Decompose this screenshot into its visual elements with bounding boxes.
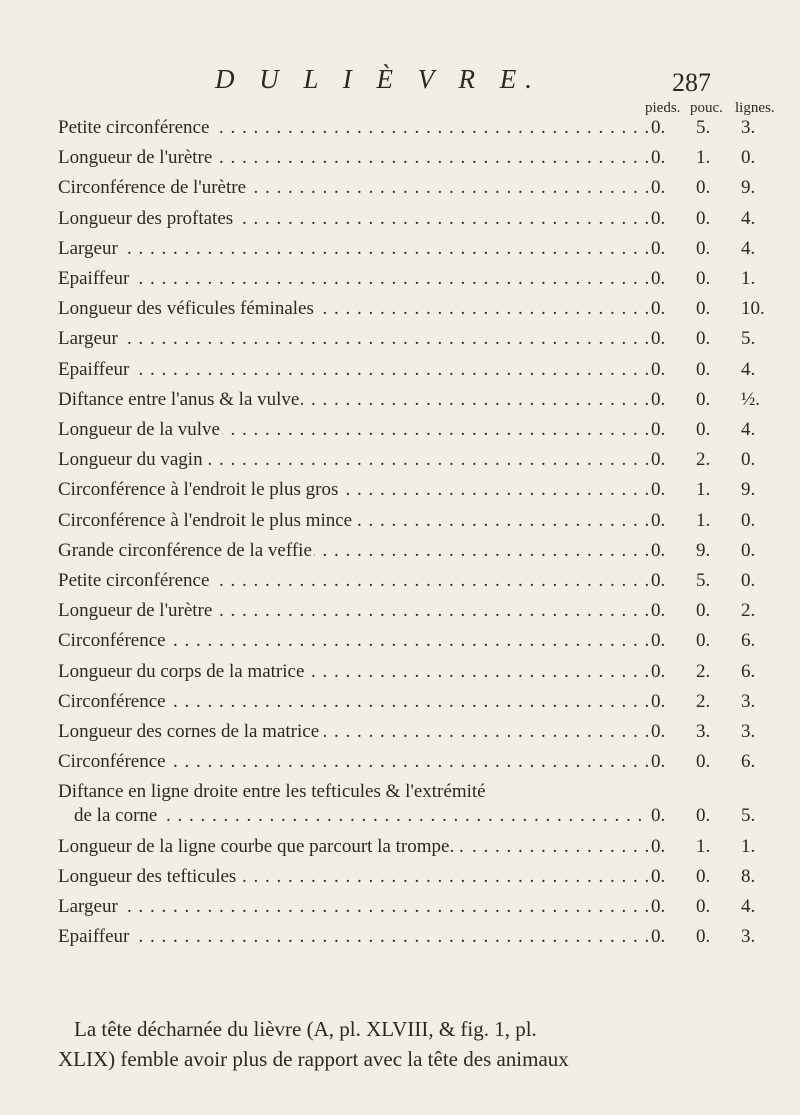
value-lignes: 10.: [741, 298, 765, 320]
table-row: [0, 446, 800, 474]
value-pouces: 3.: [696, 721, 711, 742]
row-label-text: Longueur des tefticules: [58, 865, 237, 887]
row-label: [58, 205, 648, 233]
value-pieds: 0.: [651, 509, 666, 531]
table-row: [0, 863, 800, 891]
row-label: [58, 235, 648, 263]
value-pouces: 0.: [696, 177, 711, 199]
table-row: [0, 567, 800, 595]
value-lignes: 3.: [741, 117, 756, 138]
value-pouces: 0.: [696, 751, 711, 773]
value-lignes: 9.: [741, 479, 756, 501]
value-lignes: 4.: [741, 237, 756, 259]
row-label-text: Circonférence: [58, 690, 166, 712]
table-row: [0, 923, 800, 951]
value-pouces: 0.: [696, 600, 711, 622]
row-label: [58, 144, 648, 172]
value-pieds: 0.: [651, 449, 666, 471]
value-pieds: 0.: [651, 539, 666, 561]
table-row: [0, 144, 800, 172]
row-label-text: Longueur du vagin: [58, 449, 203, 471]
value-pouces: 0.: [696, 419, 711, 440]
value-pieds: 0.: [651, 805, 666, 827]
row-label-text: Longueur de l'urètre: [58, 147, 213, 169]
value-pieds: 0.: [651, 117, 666, 138]
table-row: [0, 174, 800, 202]
row-label-text: Circonférence à l'endroit le plus gros: [58, 479, 339, 501]
row-label: [58, 476, 648, 504]
table-row: [0, 325, 800, 353]
value-pouces: 1.: [696, 509, 711, 531]
value-lignes: 1.: [741, 268, 756, 289]
row-label: [58, 114, 648, 142]
value-pieds: 0.: [651, 660, 666, 682]
table-row: [0, 295, 800, 323]
column-header-pouces: pouc.: [690, 100, 723, 116]
row-label-text: Epaiffeur: [58, 926, 130, 948]
value-lignes: 4.: [741, 896, 756, 917]
value-lignes: 3.: [741, 690, 756, 712]
value-pouces: 1.: [696, 835, 711, 857]
value-lignes: 0.: [741, 539, 756, 561]
value-pouces: 0.: [696, 268, 711, 289]
value-pouces: 5.: [696, 570, 711, 591]
value-pieds: 0.: [651, 721, 666, 742]
row-label: [58, 265, 648, 293]
column-header-lignes: lignes.: [735, 100, 775, 116]
value-lignes: 6.: [741, 630, 756, 652]
row-label: [58, 446, 648, 474]
value-pieds: 0.: [651, 570, 666, 591]
value-lignes: 1.: [741, 835, 756, 857]
value-lignes: 2.: [741, 600, 756, 622]
row-label-text: Largeur: [58, 237, 118, 259]
value-pieds: 0.: [651, 298, 666, 320]
value-lignes: 8.: [741, 865, 756, 887]
table-row: [0, 893, 800, 921]
value-pieds: 0.: [651, 237, 666, 259]
value-lignes: 3.: [741, 721, 756, 742]
value-lignes: 4.: [741, 419, 756, 440]
table-row: [0, 114, 800, 142]
table-row: [0, 205, 800, 233]
table-row: [0, 416, 800, 444]
table-row: [0, 627, 800, 655]
table-row: [0, 688, 800, 716]
row-label-text: Epaiffeur: [58, 358, 130, 380]
value-lignes: 6.: [741, 751, 756, 773]
row-label: [58, 416, 648, 444]
value-lignes: 3.: [741, 926, 756, 948]
value-pieds: 0.: [651, 835, 666, 857]
value-pieds: 0.: [651, 207, 666, 229]
value-pouces: 9.: [696, 539, 711, 561]
value-pouces: 0.: [696, 896, 711, 917]
row-label: [58, 597, 648, 625]
row-label-text: Largeur: [58, 896, 118, 917]
row-label: [58, 688, 648, 716]
value-pouces: 2.: [696, 449, 711, 471]
row-label: [58, 567, 648, 595]
value-pieds: 0.: [651, 600, 666, 622]
row-label: [58, 658, 648, 686]
page-number: 287: [672, 68, 711, 97]
value-pieds: 0.: [651, 388, 666, 410]
running-title: D U L I È V R E.: [215, 64, 541, 94]
value-pouces: 0.: [696, 630, 711, 652]
column-header-pieds: pieds.: [645, 100, 681, 116]
value-lignes: 0.: [741, 570, 756, 591]
row-label: [58, 923, 648, 951]
value-pieds: 0.: [651, 328, 666, 350]
value-pieds: 0.: [651, 896, 666, 917]
table-row: [0, 658, 800, 686]
row-label: [58, 748, 648, 776]
row-label-text: de la corne: [74, 805, 158, 827]
row-label: [58, 833, 648, 861]
value-pieds: 0.: [651, 419, 666, 440]
row-label-text: Circonférence: [58, 751, 166, 773]
value-pouces: 1.: [696, 479, 711, 501]
row-label-text: Longueur de l'urètre: [58, 600, 213, 622]
row-label-text: Petite circonférence: [58, 570, 210, 591]
value-lignes: 4.: [741, 207, 756, 229]
row-label: [58, 174, 648, 202]
row-label-text: Circonférence à l'endroit le plus mince: [58, 509, 353, 531]
value-pouces: 2.: [696, 660, 711, 682]
table-row: [0, 476, 800, 504]
value-pieds: 0.: [651, 751, 666, 773]
value-pouces: 0.: [696, 865, 711, 887]
value-pouces: 0.: [696, 358, 711, 380]
row-label-text: Largeur: [58, 328, 118, 350]
row-label-line1: Diftance en ligne droite entre les tefticules & l'extrémité: [58, 781, 486, 803]
value-pouces: 0.: [696, 298, 711, 320]
row-label: [58, 627, 648, 655]
row-label-text: Longueur des véficules féminales: [58, 298, 314, 320]
value-pieds: 0.: [651, 479, 666, 501]
table-row: [0, 597, 800, 625]
row-label: [58, 356, 648, 384]
table-row: [0, 833, 800, 861]
value-lignes: 0.: [741, 147, 756, 169]
row-label-text: Petite circonférence: [58, 117, 210, 138]
row-label-text: Longueur du corps de la matrice: [58, 660, 305, 682]
table-row: [0, 507, 800, 535]
value-pieds: 0.: [651, 865, 666, 887]
value-pouces: 5.: [696, 117, 711, 138]
value-pieds: 0.: [651, 926, 666, 948]
row-label: [58, 893, 648, 921]
value-lignes: 6.: [741, 660, 756, 682]
row-label-text: Epaiffeur: [58, 268, 130, 289]
row-label: [58, 295, 648, 323]
value-pieds: 0.: [651, 177, 666, 199]
value-lignes: 5.: [741, 328, 756, 350]
value-pouces: 0.: [696, 926, 711, 948]
value-lignes: 9.: [741, 177, 756, 199]
row-label-text: Longueur de la vulve: [58, 419, 220, 440]
value-lignes: 4.: [741, 358, 756, 380]
row-label-text: Longueur des cornes de la matrice: [58, 721, 320, 742]
table-row: [0, 718, 800, 746]
table-row: [0, 537, 800, 565]
row-label: [58, 325, 648, 353]
value-lignes: 5.: [741, 805, 756, 827]
running-head: [0, 64, 800, 104]
value-pieds: 0.: [651, 690, 666, 712]
value-pouces: 2.: [696, 690, 711, 712]
value-pieds: 0.: [651, 268, 666, 289]
body-paragraph: [58, 1014, 758, 1074]
row-label-text: Longueur de la ligne courbe que parcourt la trompe. .: [58, 835, 464, 857]
table-row: [0, 356, 800, 384]
row-label: [58, 863, 648, 891]
value-pouces: 0.: [696, 328, 711, 350]
row-label: [74, 802, 648, 830]
value-lignes: ½.: [741, 388, 760, 410]
value-lignes: 0.: [741, 509, 756, 531]
row-label: [58, 507, 648, 535]
row-label-text: Circonférence de l'urètre: [58, 177, 247, 199]
row-label-text: Longueur des proftates: [58, 207, 234, 229]
value-pieds: 0.: [651, 358, 666, 380]
row-label-text: Grande circonférence de la veffie: [58, 539, 312, 561]
value-pouces: 0.: [696, 237, 711, 259]
paragraph-line-1: La tête décharnée du lièvre (A, pl. XLVIII, & fig. 1, pl.: [74, 1017, 537, 1041]
table-row: [0, 748, 800, 776]
table-row: [0, 235, 800, 263]
table-row: [0, 265, 800, 293]
value-lignes: 0.: [741, 449, 756, 471]
paragraph-line-2: XLIX) femble avoir plus de rapport avec la tête des animaux: [58, 1047, 569, 1071]
value-pouces: 1.: [696, 147, 711, 169]
value-pieds: 0.: [651, 630, 666, 652]
row-label-text: Circonférence: [58, 630, 166, 652]
row-label: [58, 537, 648, 565]
row-label-text: Diftance entre l'anus & la vulve: [58, 388, 300, 410]
value-pieds: 0.: [651, 147, 666, 169]
table-row: [0, 386, 800, 414]
value-pouces: 0.: [696, 805, 711, 827]
row-label: [58, 718, 648, 746]
value-pouces: 0.: [696, 207, 711, 229]
row-label: [58, 386, 648, 414]
value-pouces: 0.: [696, 388, 711, 410]
